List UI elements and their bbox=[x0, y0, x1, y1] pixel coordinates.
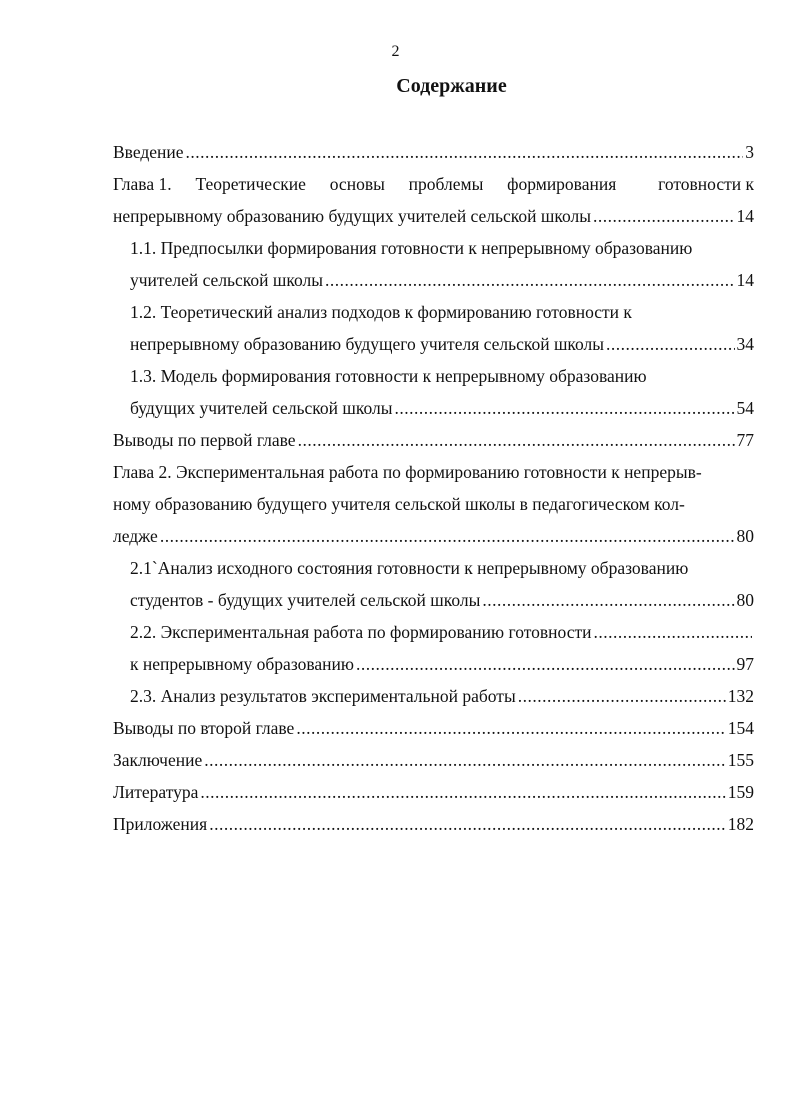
toc-leader-dots bbox=[298, 424, 735, 456]
toc-entry-title: ному образованию будущего учителя сельской школы в педагогическом кол- bbox=[113, 494, 685, 514]
toc-entry-title: Литература bbox=[113, 782, 199, 802]
toc-entry-title: непрерывному образованию будущего учителя сельской школы bbox=[130, 334, 605, 354]
page-number: 2 bbox=[391, 43, 400, 60]
toc-leader-dots bbox=[186, 136, 744, 168]
toc-leader-dots bbox=[356, 648, 735, 680]
toc-entry-conclusions1[interactable] bbox=[113, 424, 754, 456]
toc-entry-title: 2.3. Анализ результатов экспериментальной работы bbox=[130, 686, 516, 706]
toc-page-number: 154 bbox=[727, 718, 754, 738]
toc-page-number: 182 bbox=[727, 814, 754, 834]
toc-word: основы bbox=[329, 174, 385, 194]
toc-entry-title: Выводы по первой главе bbox=[113, 430, 296, 450]
toc-page-number: 54 bbox=[736, 398, 754, 418]
toc-entry-chapter2-line2[interactable] bbox=[113, 488, 754, 520]
toc-page-number: 97 bbox=[736, 654, 754, 674]
toc-entry-chapter1-line1[interactable] bbox=[113, 168, 754, 200]
toc-leader-dots bbox=[160, 520, 735, 552]
toc-page-number: 34 bbox=[736, 334, 754, 354]
toc-entry-2-1-line1[interactable] bbox=[113, 552, 754, 584]
toc-entry-2-1-line2[interactable] bbox=[113, 584, 754, 616]
toc-page-number: 3 bbox=[745, 142, 754, 162]
toc-entry-1-3-line1[interactable] bbox=[113, 360, 754, 392]
toc-entry-title: Выводы по второй главе bbox=[113, 718, 295, 738]
toc-page-number: 14 bbox=[736, 270, 754, 290]
toc-page-number: 155 bbox=[727, 750, 754, 770]
toc-word: Глава 1. bbox=[113, 174, 172, 194]
toc-entry-2-2-line1[interactable] bbox=[113, 616, 754, 648]
toc-leader-dots bbox=[482, 584, 734, 616]
toc-leader-dots bbox=[325, 264, 734, 296]
toc-leader-dots bbox=[209, 808, 726, 840]
toc-leader-dots bbox=[395, 392, 735, 424]
toc-entry-title: 1.1. Предпосылки формирования готовности к непрерывному образованию bbox=[130, 238, 693, 258]
toc-entry-appendices[interactable] bbox=[113, 808, 754, 840]
toc-page-number: 159 bbox=[727, 782, 754, 802]
toc-entry-1-2-line2[interactable] bbox=[113, 328, 754, 360]
toc-entry-title: 2.2. Экспериментальная работа по формированию готовности bbox=[130, 622, 592, 642]
toc-leader-dots bbox=[200, 776, 725, 808]
toc-entry-title: 1.2. Теоретический анализ подходов к формированию готовности к bbox=[130, 302, 632, 322]
toc-entry-1-3-line2[interactable] bbox=[113, 392, 754, 424]
toc-page-number: 77 bbox=[736, 430, 754, 450]
toc-entry-title: Приложения bbox=[113, 814, 208, 834]
toc-word: готовности к bbox=[658, 174, 754, 194]
toc-word: формирования bbox=[507, 174, 617, 194]
toc-entry-2-2-line2[interactable] bbox=[113, 648, 754, 680]
toc-entry-1-1-line2[interactable] bbox=[113, 264, 754, 296]
toc-entry-title: к непрерывному образованию bbox=[130, 654, 354, 674]
toc-page-number: 80 bbox=[736, 526, 754, 546]
toc-entry-title: будущих учителей сельской школы bbox=[130, 398, 393, 418]
toc-entry-title: ледже bbox=[113, 526, 158, 546]
toc-leader-dots bbox=[296, 712, 725, 744]
toc-entry-title: 1.3. Модель формирования готовности к непрерывному образованию bbox=[130, 366, 647, 386]
toc-entry-conclusion[interactable] bbox=[113, 744, 754, 776]
toc-leader-dots bbox=[593, 200, 735, 232]
toc-leader-dots bbox=[606, 328, 734, 360]
toc-page-number: 80 bbox=[736, 590, 754, 610]
toc-entry-conclusions2[interactable] bbox=[113, 712, 754, 744]
toc-entry-title: Глава 2. Экспериментальная работа по формированию готовности к непрерыв- bbox=[113, 462, 702, 482]
toc-entry-title: учителей сельской школы bbox=[130, 270, 324, 290]
toc-entry-1-2-line1[interactable] bbox=[113, 296, 754, 328]
toc-entry-1-1-line1[interactable] bbox=[113, 232, 754, 264]
toc-word: Теоретические bbox=[195, 174, 306, 194]
toc-entry-2-3[interactable] bbox=[113, 680, 754, 712]
toc-leader-dots bbox=[204, 744, 726, 776]
toc-entry-chapter2-line1[interactable] bbox=[113, 456, 754, 488]
toc-entry-intro[interactable] bbox=[113, 136, 754, 168]
page-title: Содержание bbox=[396, 75, 507, 97]
toc-entry-title: Введение bbox=[113, 142, 184, 162]
toc-entry-chapter2-line3[interactable] bbox=[113, 520, 754, 552]
toc-page-number: 132 bbox=[727, 686, 754, 706]
toc-entry-title: непрерывному образованию будущих учителей сельской школы bbox=[113, 206, 591, 226]
toc-entry-chapter1-line2[interactable] bbox=[113, 200, 754, 232]
toc-entry-literature[interactable] bbox=[113, 776, 754, 808]
toc-entry-title: студентов - будущих учителей сельской школы bbox=[130, 590, 481, 610]
toc-entry-title: Заключение bbox=[113, 750, 203, 770]
toc-entry-title: 2.1`Анализ исходного состояния готовности к непрерывному образованию bbox=[130, 558, 689, 578]
table-of-contents bbox=[113, 136, 754, 840]
toc-word: проблемы bbox=[408, 174, 484, 194]
toc-leader-dots bbox=[593, 616, 752, 648]
toc-page-number: 14 bbox=[736, 206, 754, 226]
toc-leader-dots bbox=[518, 680, 726, 712]
